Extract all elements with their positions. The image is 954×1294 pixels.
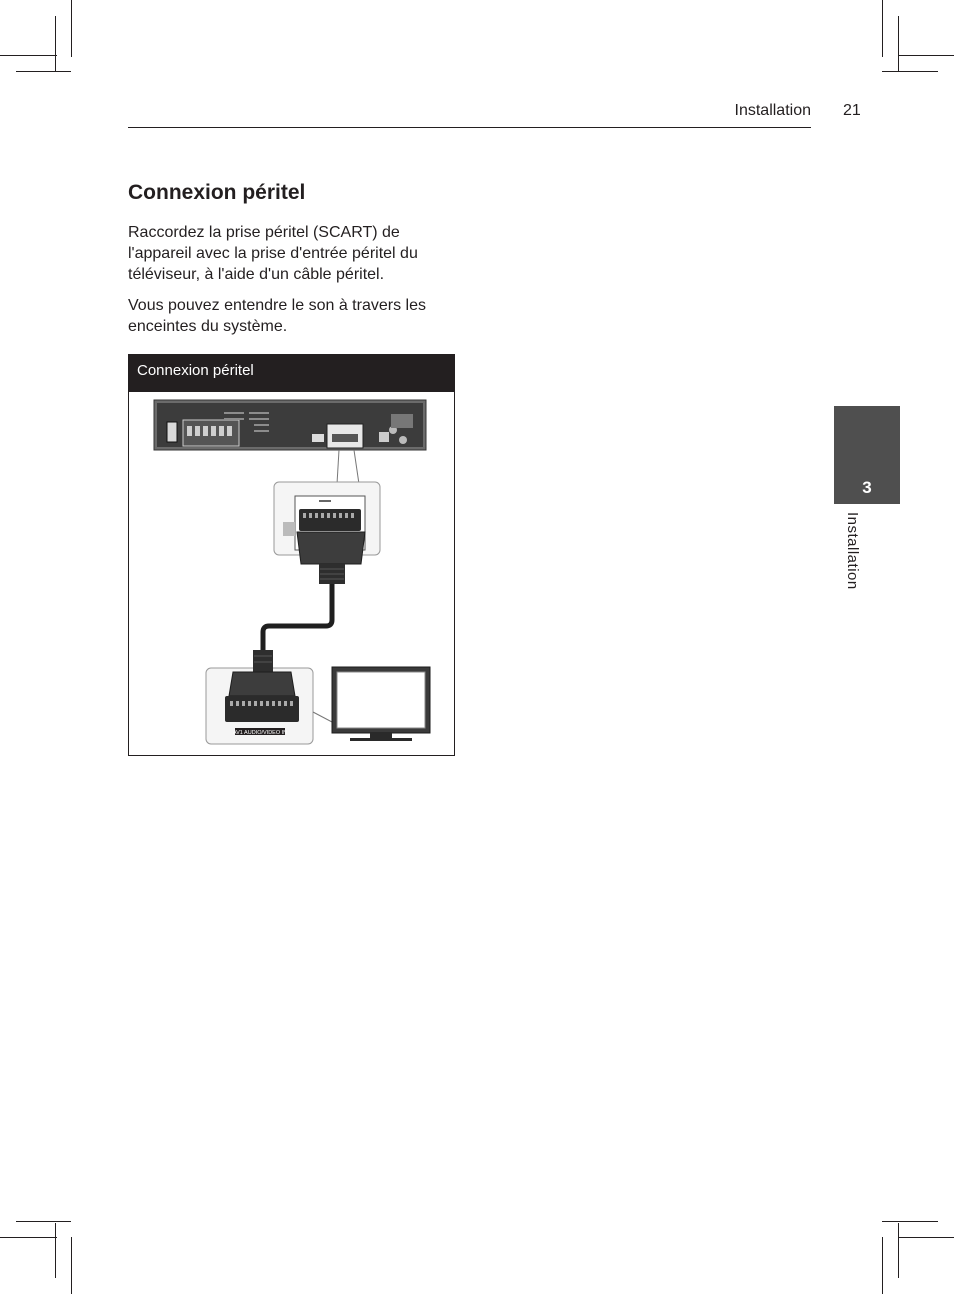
scart-connection-diagram xyxy=(129,392,454,755)
chapter-label: Installation xyxy=(844,512,861,590)
tv-input-label: AV1 AUDIO/VIDEO IN xyxy=(232,730,288,736)
crop-mark xyxy=(16,71,71,72)
chapter-tab xyxy=(834,406,900,504)
crop-mark xyxy=(882,0,883,57)
scart-cable xyxy=(263,584,332,652)
unit-rear-panel xyxy=(154,400,426,450)
paragraph-intro: Raccordez la prise péritel (SCART) de l'appareil avec la prise d'entrée péritel du téléviseur, à l'aide d'un câble péritel. xyxy=(128,224,418,283)
figure-title: Connexion péritel xyxy=(129,355,454,392)
crop-mark xyxy=(0,55,57,56)
crop-mark xyxy=(0,1237,57,1238)
paragraph-sound: Vous pouvez entendre le son à travers les enceintes du système. xyxy=(128,297,426,335)
crop-mark xyxy=(898,1237,954,1238)
section-title: Connexion péritel xyxy=(128,181,306,204)
crop-mark xyxy=(71,1237,72,1294)
hdmi-port xyxy=(312,434,324,442)
tv-scart-closeup xyxy=(206,650,313,744)
crop-mark xyxy=(898,1223,899,1278)
crop-mark xyxy=(898,55,954,56)
crop-mark xyxy=(16,1221,71,1222)
page-number: 21 xyxy=(843,102,861,119)
crop-mark xyxy=(71,0,72,57)
crop-mark xyxy=(882,71,938,72)
crop-mark xyxy=(898,16,899,71)
power-inlet xyxy=(167,422,177,442)
television xyxy=(332,667,430,741)
chapter-number: 3 xyxy=(862,478,872,497)
header-section-name: Installation xyxy=(734,102,811,119)
crop-mark xyxy=(882,1221,938,1222)
crop-mark xyxy=(55,16,56,71)
crop-mark xyxy=(55,1223,56,1278)
unit-scart-closeup xyxy=(274,482,380,584)
connection-figure xyxy=(128,354,455,756)
crop-mark xyxy=(882,1237,883,1294)
running-header xyxy=(128,101,811,128)
